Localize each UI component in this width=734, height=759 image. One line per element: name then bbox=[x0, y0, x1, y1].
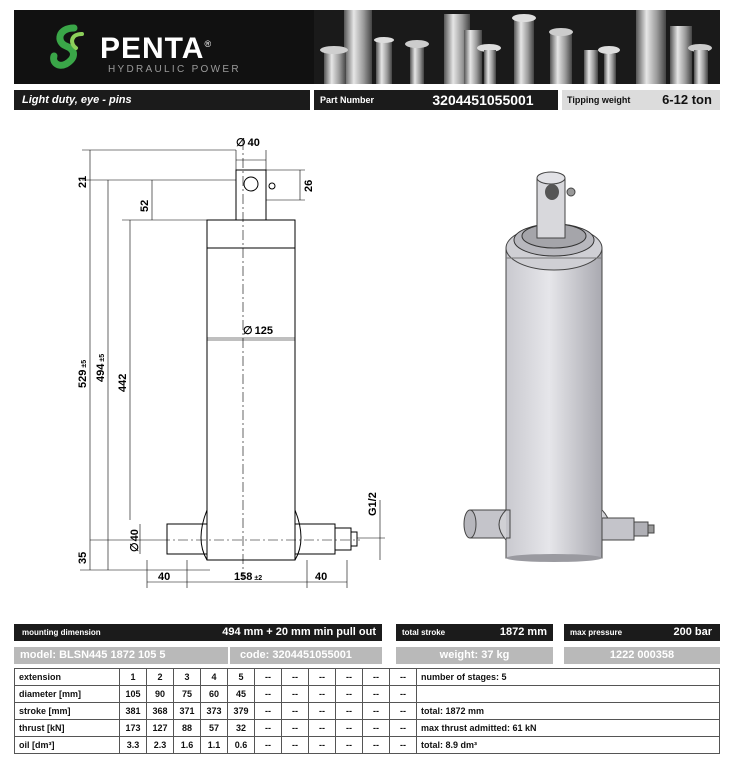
table-row bbox=[15, 737, 720, 754]
stage-value-cell: 57 bbox=[201, 720, 228, 737]
part-number-label: Part Number bbox=[314, 90, 408, 110]
stage-value-cell: 105 bbox=[120, 686, 147, 703]
stage-value-cell: -- bbox=[336, 669, 363, 686]
mounting-value: 494 mm + 20 mm min pull out bbox=[222, 626, 376, 638]
total-stroke-band bbox=[396, 624, 553, 641]
stage-value-cell: 3.3 bbox=[120, 737, 147, 754]
dim-body-length: 442 bbox=[117, 373, 129, 392]
stage-value-cell: -- bbox=[336, 703, 363, 720]
stage-value-cell: -- bbox=[255, 720, 282, 737]
row-label: thrust [kN] bbox=[15, 720, 120, 737]
stage-value-cell: -- bbox=[336, 720, 363, 737]
dim-body-diameter: ∅ 125 bbox=[243, 325, 273, 337]
stage-value-cell: -- bbox=[390, 737, 417, 754]
stage-value-cell: -- bbox=[309, 669, 336, 686]
stage-value-cell: -- bbox=[363, 669, 390, 686]
stage-value-cell: 373 bbox=[201, 703, 228, 720]
stage-value-cell: -- bbox=[282, 720, 309, 737]
stage-value-cell: 1 bbox=[120, 669, 147, 686]
stage-value-cell: 1.6 bbox=[174, 737, 201, 754]
stage-value-cell: -- bbox=[255, 669, 282, 686]
stage-value-cell: -- bbox=[309, 686, 336, 703]
stage-value-cell: -- bbox=[309, 737, 336, 754]
stage-value-cell: -- bbox=[390, 720, 417, 737]
table-row bbox=[15, 703, 720, 720]
stage-value-cell: -- bbox=[309, 720, 336, 737]
total-stroke-value: 1872 mm bbox=[499, 626, 547, 638]
header-banner bbox=[14, 10, 720, 84]
stage-value-cell: -- bbox=[363, 703, 390, 720]
cylinder-photos-image bbox=[314, 10, 720, 84]
stage-value-cell: -- bbox=[282, 686, 309, 703]
stage-value-cell: 5 bbox=[228, 669, 255, 686]
stage-value-cell: 90 bbox=[147, 686, 174, 703]
total-stroke-label: total stroke bbox=[402, 628, 446, 637]
ref-band: 1222 000358 bbox=[564, 647, 720, 664]
dim-pin-left: 40 bbox=[158, 571, 171, 583]
stage-value-cell: 75 bbox=[174, 686, 201, 703]
brand-name: PENTA® bbox=[100, 32, 213, 65]
penta-logo-icon bbox=[44, 22, 96, 74]
product-title: Light duty, eye - pins bbox=[14, 90, 310, 110]
stage-value-cell: -- bbox=[309, 703, 336, 720]
stage-value-cell: 368 bbox=[147, 703, 174, 720]
dim-pin-span: 158 ±2 bbox=[234, 571, 263, 583]
stage-value-cell: 1.1 bbox=[201, 737, 228, 754]
table-row bbox=[15, 669, 720, 686]
stage-value-cell: 3 bbox=[174, 669, 201, 686]
spec-table bbox=[14, 668, 720, 754]
stage-value-cell: 2.3 bbox=[147, 737, 174, 754]
row-label: stroke [mm] bbox=[15, 703, 120, 720]
mounting-band bbox=[14, 624, 382, 641]
row-note: total: 1872 mm bbox=[417, 703, 720, 720]
dim-pin-diameter: ∅40 bbox=[129, 529, 141, 552]
technical-drawing bbox=[60, 120, 400, 595]
brand-subtitle: HYDRAULIC POWER bbox=[108, 64, 241, 75]
stage-value-cell: -- bbox=[282, 669, 309, 686]
model-band: model: BLSN445 1872 105 5 bbox=[14, 647, 228, 664]
row-note: total: 8.9 dm³ bbox=[417, 737, 720, 754]
max-pressure-band bbox=[564, 624, 720, 641]
stage-value-cell: 2 bbox=[147, 669, 174, 686]
max-pressure-label: max pressure bbox=[570, 628, 623, 637]
weight-band: weight: 37 kg bbox=[396, 647, 553, 664]
stage-value-cell: 371 bbox=[174, 703, 201, 720]
stage-value-cell: -- bbox=[255, 737, 282, 754]
dim-mount-length: 494±5 bbox=[95, 353, 107, 382]
tipping-weight-value: 6-12 ton bbox=[654, 90, 720, 110]
stage-value-cell: 4 bbox=[201, 669, 228, 686]
row-label: oil [dm³] bbox=[15, 737, 120, 754]
dim-eye-diameter: ∅ 40 bbox=[236, 137, 260, 149]
stage-value-cell: -- bbox=[336, 737, 363, 754]
tipping-weight-label: Tipping weight bbox=[562, 90, 654, 110]
stage-value-cell: 32 bbox=[228, 720, 255, 737]
row-label: extension bbox=[15, 669, 120, 686]
stage-value-cell: 127 bbox=[147, 720, 174, 737]
stage-value-cell: -- bbox=[363, 720, 390, 737]
row-note bbox=[417, 686, 720, 703]
stage-value-cell: -- bbox=[282, 703, 309, 720]
stage-value-cell: -- bbox=[390, 669, 417, 686]
stage-value-cell: 60 bbox=[201, 686, 228, 703]
stage-value-cell: -- bbox=[255, 703, 282, 720]
dim-collar: 52 bbox=[139, 199, 151, 212]
code-band: code: 3204451055001 bbox=[230, 647, 382, 664]
stage-value-cell: -- bbox=[336, 686, 363, 703]
cylinder-render-image bbox=[440, 150, 670, 570]
part-number-value: 3204451055001 bbox=[408, 90, 558, 110]
stage-value-cell: 381 bbox=[120, 703, 147, 720]
stage-value-cell: -- bbox=[390, 703, 417, 720]
stage-value-cell: -- bbox=[363, 737, 390, 754]
table-row bbox=[15, 720, 720, 737]
stage-value-cell: 0.6 bbox=[228, 737, 255, 754]
table-row bbox=[15, 686, 720, 703]
dim-eye-height: 26 bbox=[303, 179, 315, 192]
row-label: diameter [mm] bbox=[15, 686, 120, 703]
stage-value-cell: -- bbox=[390, 686, 417, 703]
stage-value-cell: -- bbox=[255, 686, 282, 703]
stage-value-cell: -- bbox=[363, 686, 390, 703]
row-note: number of stages: 5 bbox=[417, 669, 720, 686]
dim-top-offset: 21 bbox=[77, 175, 89, 188]
dim-pin-right: 40 bbox=[315, 571, 328, 583]
dim-base-offset: 35 bbox=[77, 551, 89, 564]
stage-value-cell: 173 bbox=[120, 720, 147, 737]
title-strip bbox=[14, 90, 720, 110]
stage-value-cell: 379 bbox=[228, 703, 255, 720]
stage-value-cell: -- bbox=[282, 737, 309, 754]
stage-value-cell: 45 bbox=[228, 686, 255, 703]
row-note: max thrust admitted: 61 kN bbox=[417, 720, 720, 737]
dim-closed-length: 529±5 bbox=[77, 359, 89, 388]
stage-value-cell: 88 bbox=[174, 720, 201, 737]
mounting-label: mounting dimension bbox=[22, 628, 101, 637]
max-pressure-value: 200 bar bbox=[673, 626, 712, 638]
dim-port: G1/2 bbox=[367, 492, 379, 516]
